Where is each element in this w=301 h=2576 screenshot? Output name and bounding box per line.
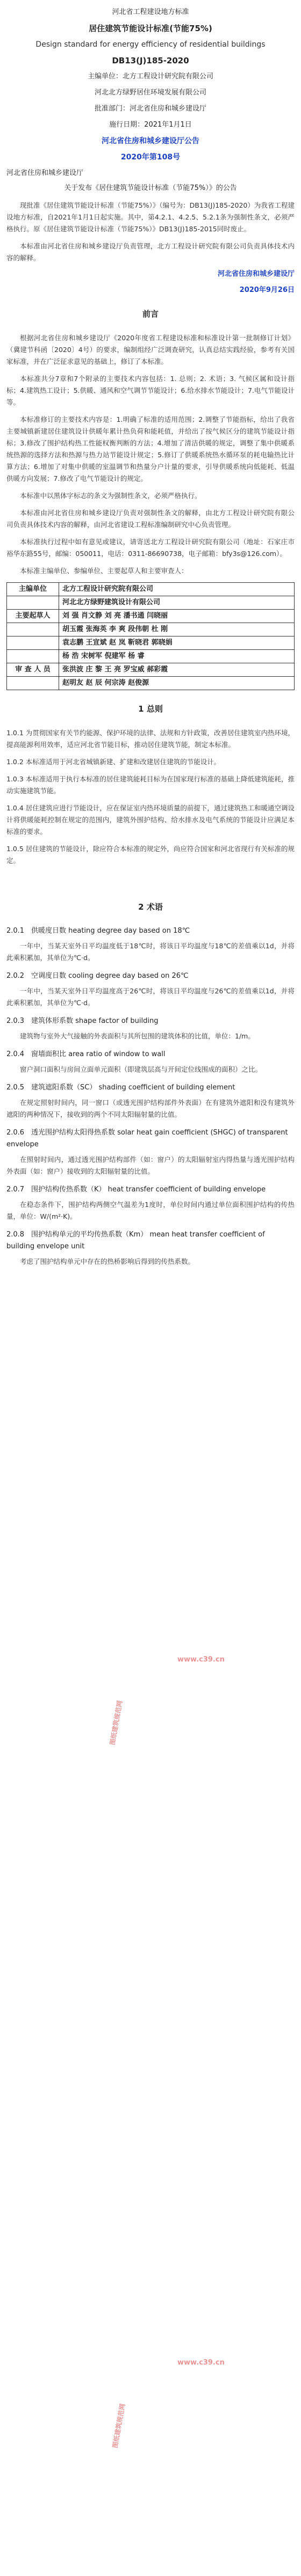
watermark-site: 图纸建筑规范网 (108, 1700, 124, 1746)
table-cell-value: 张洪波 庄 黎 王 亮 罗宝威 郝彩霞 (59, 663, 295, 677)
announcement-section (0, 136, 301, 295)
preface-paragraph: 本标准由河北省住房和城乡建设厅负责对强制性条文的解释，由北方工程设计研究院有限公司负责具体技术内容的解释，由河北省建设工程标准编制研究中心负责管理。 (6, 509, 295, 529)
section-title: 1 总则 (138, 704, 163, 714)
term-name: 建筑体形系数 shape factor of building (31, 1017, 159, 1025)
table-row (7, 583, 295, 596)
table-row (7, 663, 295, 677)
section-terms (0, 901, 301, 1268)
table-cell-value: 河北北方绿野建筑设计有限公司 (59, 596, 295, 610)
clause: 1.0.5 居住建筑的节能设计，除应符合本标准的规定外，尚应符合国家和河北省现行有关标准的规定。 (6, 845, 295, 865)
approver: 批准部门：河北省住房和城乡建设厅 (94, 105, 206, 113)
preface-paragraph: 本标准共分7章和7个附录的主要技术内容包括：1. 总则；2. 术语；3. 气候区属和设计指标；4.建筑热工设计；5.供暖、通风和空气调节节能设计；6.给水排水节能设计；7.电气节能设计等。 (6, 375, 295, 406)
credits-table (6, 582, 295, 690)
co-editor: 河北北方绿野居住环境发展有限公司 (94, 89, 206, 97)
table-cell-label (7, 623, 59, 636)
announcement-number: 2020年第108号 (120, 153, 181, 162)
table-cell-label: 审 查 人 员 (7, 663, 59, 677)
term-number: 2.0.3 (6, 1017, 25, 1025)
announcement-dept: 河北省住房和城乡建设厅 (6, 169, 84, 177)
term-definition: 建筑物与室外大气接触的外表面积与其所包围的建筑体积的比值，单位：1/m。 (20, 1032, 255, 1040)
watermark-site: 图纸建筑规范网 (111, 2403, 127, 2449)
table-cell-label (7, 596, 59, 610)
table-row (7, 650, 295, 663)
table-cell-value: 北方工程设计研究院有限公司 (59, 583, 295, 596)
table-row (7, 636, 295, 650)
announcement-body-2: 本标准由河北省住房和城乡建设厅负责管理，北方工程设计研究院有限公司负责具体技术内容的解释。 (6, 242, 295, 262)
term-number: 2.0.5 (6, 1084, 25, 1092)
announcement-heading: 河北省住房和城乡建设厅公告 (102, 137, 199, 145)
term-number: 2.0.6 (6, 1129, 25, 1137)
term-heading (6, 1229, 295, 1253)
table-cell-label: 主编单位 (7, 583, 59, 596)
standard-line: 河北省工程建设地方标准 (112, 8, 189, 16)
section-general (0, 703, 301, 867)
term-number: 2.0.1 (6, 927, 25, 935)
term-name: 供暖度日数 heating degree day based on 18℃ (31, 927, 190, 935)
table-row (7, 596, 295, 610)
term-heading (6, 1049, 295, 1060)
term-heading (6, 925, 295, 937)
table-cell-label (7, 636, 59, 650)
term-name: 建筑遮阳系数（SC） shading coefficient of building element (31, 1084, 235, 1092)
term-name: 窗墙面积比 area ratio of window to wall (31, 1050, 166, 1058)
preface-paragraph: 本标准主编单位、参编单位、主要起草人和主要审查人： (20, 567, 188, 575)
table-row (7, 677, 295, 690)
watermark-url: www.c39.cn (177, 1656, 225, 1664)
term-definition: 在稳态条件下，围护结构两侧空气温差为1度时，单位时间内通过单位面积围护结构的传热量，单位：W/(m²·K)。 (6, 1201, 295, 1220)
term-number: 2.0.4 (6, 1050, 25, 1058)
chief-editor: 主编单位：北方工程设计研究院有限公司 (87, 72, 213, 80)
announcement-body: 现批准《居住建筑节能设计标准（节能75%）》（编号为：DB13(J)185-2020）为我省工程建设地方标准，自2021年1月1日起实施。其中，第4.2.1、4.2.5、5.2.1条为强制性条文，必须严格执行。原《居住建筑节能设计标准（节能75%）》DB13(J)185-2015同时废止。 (6, 201, 295, 233)
announcement-subject: 关于发布《居住建筑节能设计标准（节能75%）》的公告 (64, 184, 237, 192)
term-number: 2.0.2 (6, 972, 25, 980)
effective-date: 施行日期：2021年1月1日 (109, 121, 192, 129)
term-heading (6, 1127, 295, 1151)
watermark-url: www.c39.cn (177, 2359, 225, 2367)
term-definition: 一年中，当某天室外日平均温度高于26℃时，将该日平均温度与26℃的差值乘以1d，并将此乘积累加，其单位为℃·d。 (6, 987, 295, 1007)
table-cell-label (7, 677, 59, 690)
standard-code: DB13(J)185-2020 (112, 56, 189, 65)
table-cell-value: 胡玉霞 张海英 李 爽 段伟朝 杜 刚 (59, 623, 295, 636)
term-name: 空调度日数 cooling degree day based on 26℃ (31, 972, 189, 980)
preface-paragraph: 本标准修订的主要技术内容是：1.明确了标准的适用范围；2.调整了节能指标，给出了我省主要城镇新建居住建筑设计供暖年累计热负荷和能耗值，并给出了按气候区分的建筑节能设计指标；3.修改了围护结构热工性能权衡判断的方法；4.增加了清洁供暖的规定，调整了集中供暖系统热源的选择方法和热源与热力站节能设计规定；5.修订了供暖系统热水循环泵的耗电输热比计算方法；6.增加了对集中供暖的室温调节和热量分户计量的要求，引导供暖系统向低能耗、低温供暖方向发展；7.修改了电气节能设计的规定。 (6, 415, 295, 482)
table-row (7, 610, 295, 623)
term-definition: 在照射时间内，通过透光围护结构部件（如：窗户）的太阳辐射室内得热量与透光围护结构外表面（如：窗户）接收到的太阳辐射量的比值。 (6, 1155, 295, 1175)
term-number: 2.0.7 (6, 1185, 25, 1194)
term-definition: 在规定照射时间内，同一窗口（或透光围护结构部件外表面）在有建筑外遮阳和没有建筑外遮阳的两种情况下，接收到的两个不同太阳辐射量的比值。 (6, 1099, 295, 1118)
clause: 1.0.3 本标准适用于执行本标准的居住建筑能耗目标为在国家现行标准的基础上降低建筑能耗，推动实施建筑节能。 (6, 775, 295, 795)
term-heading (6, 1184, 295, 1196)
announcement-sign: 河北省住房和城乡建设厅 (217, 270, 295, 278)
preface-paragraph: 本标准执行过程中如有意见或建议，请寄送北方工程设计研究院有限公司（地址：石家庄市裕华东路55号，邮编：050011，电话：0311-86690738，电子邮箱：bfy3s@126.com）。 (6, 538, 295, 558)
table-cell-value: 袁志鹏 王宣斌 赵 岚 靳晓君 郭晓娟 (59, 636, 295, 650)
clause: 1.0.1 为贯彻国家有关节约能源、保护环境的法律、法规和方针政策，改善居住建筑室内热环境，提高能源利用效率，适应河北省节能目标，推动居住建筑节能，制定本标准。 (6, 729, 295, 749)
announcement-date: 2020年9月26日 (239, 286, 295, 294)
term-definition: 窗户洞口面积与房间立面单元面积（即建筑层高与开间定位线围成的面积）之比。 (20, 1065, 262, 1073)
term-name: 围护结构传热系数（K） heat transfer coefficient of building envelope (31, 1185, 266, 1194)
term-heading (6, 1015, 295, 1027)
term-name: 围护结构单元的平均传热系数（Km） mean heat transfer coefficient of building envelope unit (6, 1231, 265, 1250)
table-cell-label (7, 650, 59, 663)
term-heading (6, 1082, 295, 1094)
preface-section (0, 308, 301, 690)
cover-section (0, 0, 301, 130)
term-number: 2.0.8 (6, 1231, 25, 1239)
term-definition: 考虑了围护结构单元中存在的热桥影响后得到的传热系数。 (20, 1257, 195, 1265)
section-title: 2 术语 (138, 902, 163, 912)
clause: 1.0.2 本标准适用于河北省城镇新建、扩建和改建居住建筑的节能设计。 (6, 758, 221, 766)
term-heading (6, 970, 295, 982)
table-cell-value: 杨 浩 宋树军 倪建军 杨 睿 (59, 650, 295, 663)
preface-paragraph: 本标准中以黑体字标志的条文为强制性条文，必须严格执行。 (20, 492, 202, 500)
table-cell-label: 主要起草人 (7, 610, 59, 623)
table-cell-value: 赵明友 赵 辰 何宗涛 赵俊源 (59, 677, 295, 690)
term-definition: 一年中，当某天室外日平均温度低于18℃时，将该日平均温度与18℃的差值乘以1d，并将此乘积累加，其单位为℃·d。 (6, 942, 295, 962)
document-title: 居住建筑节能设计标准(节能75%) (89, 24, 212, 33)
english-title: Design standard for energy efficiency of residential buildings (35, 40, 266, 49)
preface-paragraph: 根据河北省住房和城乡建设厅《2020年度省工程建设标准和标准设计第一批制修订计划》（冀建节科函〔2020〕4号）的要求，编制组经广泛调查研究，认真总结实践经验，参考有关国家标准，并在广泛征求意见的基础上，修订了本标准。 (6, 334, 295, 365)
term-name: 透光围护结构太阳得热系数 solar heat gain coefficient (SHGC) of transparent envelope (6, 1129, 288, 1148)
clause: 1.0.4 居住建筑应进行节能设计，应在保证室内热环境质量的前提下，通过建筑热工和暖通空调设计将供暖能耗控制在规定的范围内，建筑外围护结构、给水排水及电气系统的节能设计应满足本标准的要求。 (6, 804, 295, 836)
preface-title: 前言 (142, 309, 159, 319)
table-cell-value: 刘 强 肖文静 刘 亮 潘书通 闫晓丽 (59, 610, 295, 623)
table-row (7, 623, 295, 636)
